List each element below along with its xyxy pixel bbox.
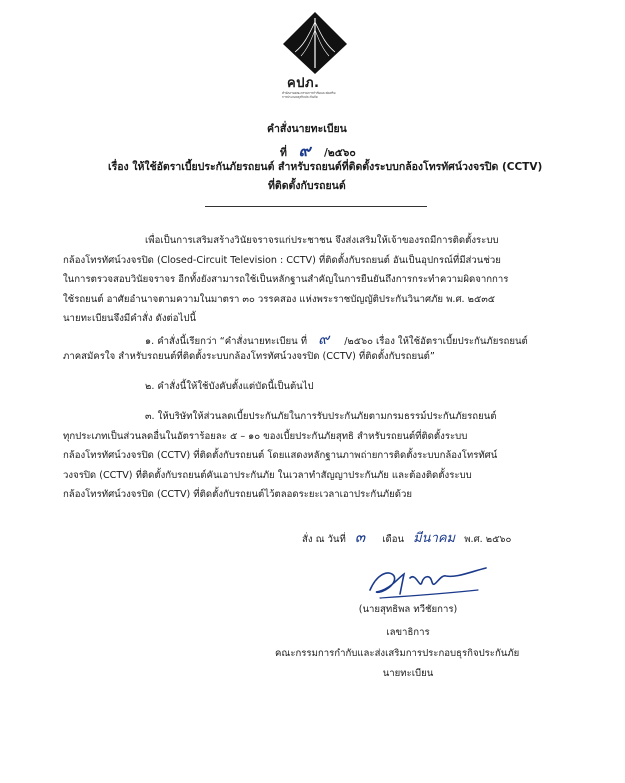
date-line [302,528,511,550]
preamble-line: ในการตรวจสอบวินัยจราจร อีกทั้งยังสามารถใช้เป็นหลักฐานสำคัญในการยืนยันถึงการกระทำความผิดจากการ [63,274,509,285]
clause-3-line: ทุกประเภทเป็นส่วนลดอื่นในอัตราร้อยละ ๕ – ๑๐ ของเบี้ยประกันภัยสุทธิ สำหรับรถยนต์ที่ติดตั้งระบบ [63,430,468,442]
preamble-line: เพื่อเป็นการเสริมสร้างวินัยจราจรแก่ประชาชน จึงส่งเสริมให้เจ้าของรถมีการติดตั้งระบบ [145,235,499,246]
clause-3-line: วงจรปิด (CCTV) ที่ติดตั้งกับรถยนต์คันเอาประกันภัย ในเวลาทำสัญญาประกันภัย และต้องติดตั้งระบบ [63,469,472,481]
signer-role: นายทะเบียน [382,668,434,679]
order-title: คำสั่งนายทะเบียน [267,123,347,135]
preamble-line: ใช้รถยนต์ อาศัยอำนาจตามความในมาตรา ๓๐ วรรคสอง แห่งพระราชบัญญัติประกันวินาศภัย พ.ศ. ๒๕๓๕ [63,293,496,305]
order-number-handwritten: ๙ [298,141,311,160]
preamble-line: นายทะเบียนจึงมีคำสั่ง ดังต่อไปนี้ [63,313,196,324]
date-label-year: พ.ศ. ๒๕๖๐ [464,534,512,545]
org-subtitle-line1: สำนักงานคณะกรรมการกำกับและส่งเสริม [282,91,336,95]
date-month-handwritten: มีนาคม [413,531,456,546]
signer-office: คณะกรรมการกำกับและส่งเสริมการประกอบธุรกิจประกันภัย [275,648,520,659]
clause-3-line: กล้องโทรทัศน์วงจรปิด (CCTV) ที่ติดตั้งกับรถยนต์ไว้ตลอดระยะเวลาเอาประกันภัยด้วย [63,489,412,500]
date-label-given: สั่ง ณ วันที่ [302,534,346,545]
clause-3-line: ๓. ให้บริษัทให้ส่วนลดเบี้ยประกันภัยในการรับประกันภัยตามกรมธรรม์ประกันภัยรถยนต์ [145,411,497,422]
clause-1-text-a: ๑. คำสั่งนี้เรียกว่า “คำสั่งนายทะเบียน ที่ [145,336,308,347]
preamble-paragraph [63,231,508,329]
clause-3-line: กล้องโทรทัศน์วงจรปิด (CCTV) ที่ติดตั้งกับรถยนต์ โดยแสดงหลักฐานภาพถ่ายการติดตั้งระบบกล้องโทรทัศน์ [63,450,498,461]
order-subject-line1: เรื่อง ให้ใช้อัตราเบี้ยประกันภัยรถยนต์ สำหรับรถยนต์ที่ติดตั้งระบบกล้องโทรทัศน์วงจรปิด (CCTV) [108,161,543,173]
signer-position: เลขาธิการ [386,627,430,638]
date-day-handwritten: ๓ [354,528,366,546]
date-label-month: เดือน [382,534,405,545]
clause-1-line2: ภาคสมัครใจ สำหรับรถยนต์ที่ติดตั้งระบบกล้องโทรทัศน์วงจรปิด (CCTV) ที่ติดตั้งกับรถยนต์” [63,351,435,362]
org-subtitle [282,91,354,99]
order-subject-line2: ที่ติดตั้งกับรถยนต์ [268,180,346,192]
clause-2: ๒. คำสั่งนี้ให้ใช้บังคับตั้งแต่บัดนี้เป็นต้นไป [145,381,314,392]
clause-1-text-b: /๒๕๖๐ เรื่อง ให้ใช้อัตราเบี้ยประกันภัยรถยนต์ [344,336,528,347]
signer-name: (นายสุทธิพล ทวีชัยการ) [358,604,458,615]
title-divider [205,206,427,207]
order-number-suffix: /๒๕๖๐ [323,147,356,159]
preamble-line: กล้องโทรทัศน์วงจรปิด (Closed-Circuit Television : CCTV) ที่ติดตั้งกับรถยนต์ อันเป็นอุปกรณ์ที่มีส่วนช่วย [63,254,501,266]
order-number-prefix: ที่ [280,147,287,159]
oic-emblem-icon [275,8,355,74]
clause-1-handwritten-number: ๙ [318,330,330,348]
clause-3-paragraph [63,407,497,505]
org-subtitle-line2: การประกอบธุรกิจประกันภัย [282,95,318,99]
org-abbreviation: คปภ. [287,76,320,91]
